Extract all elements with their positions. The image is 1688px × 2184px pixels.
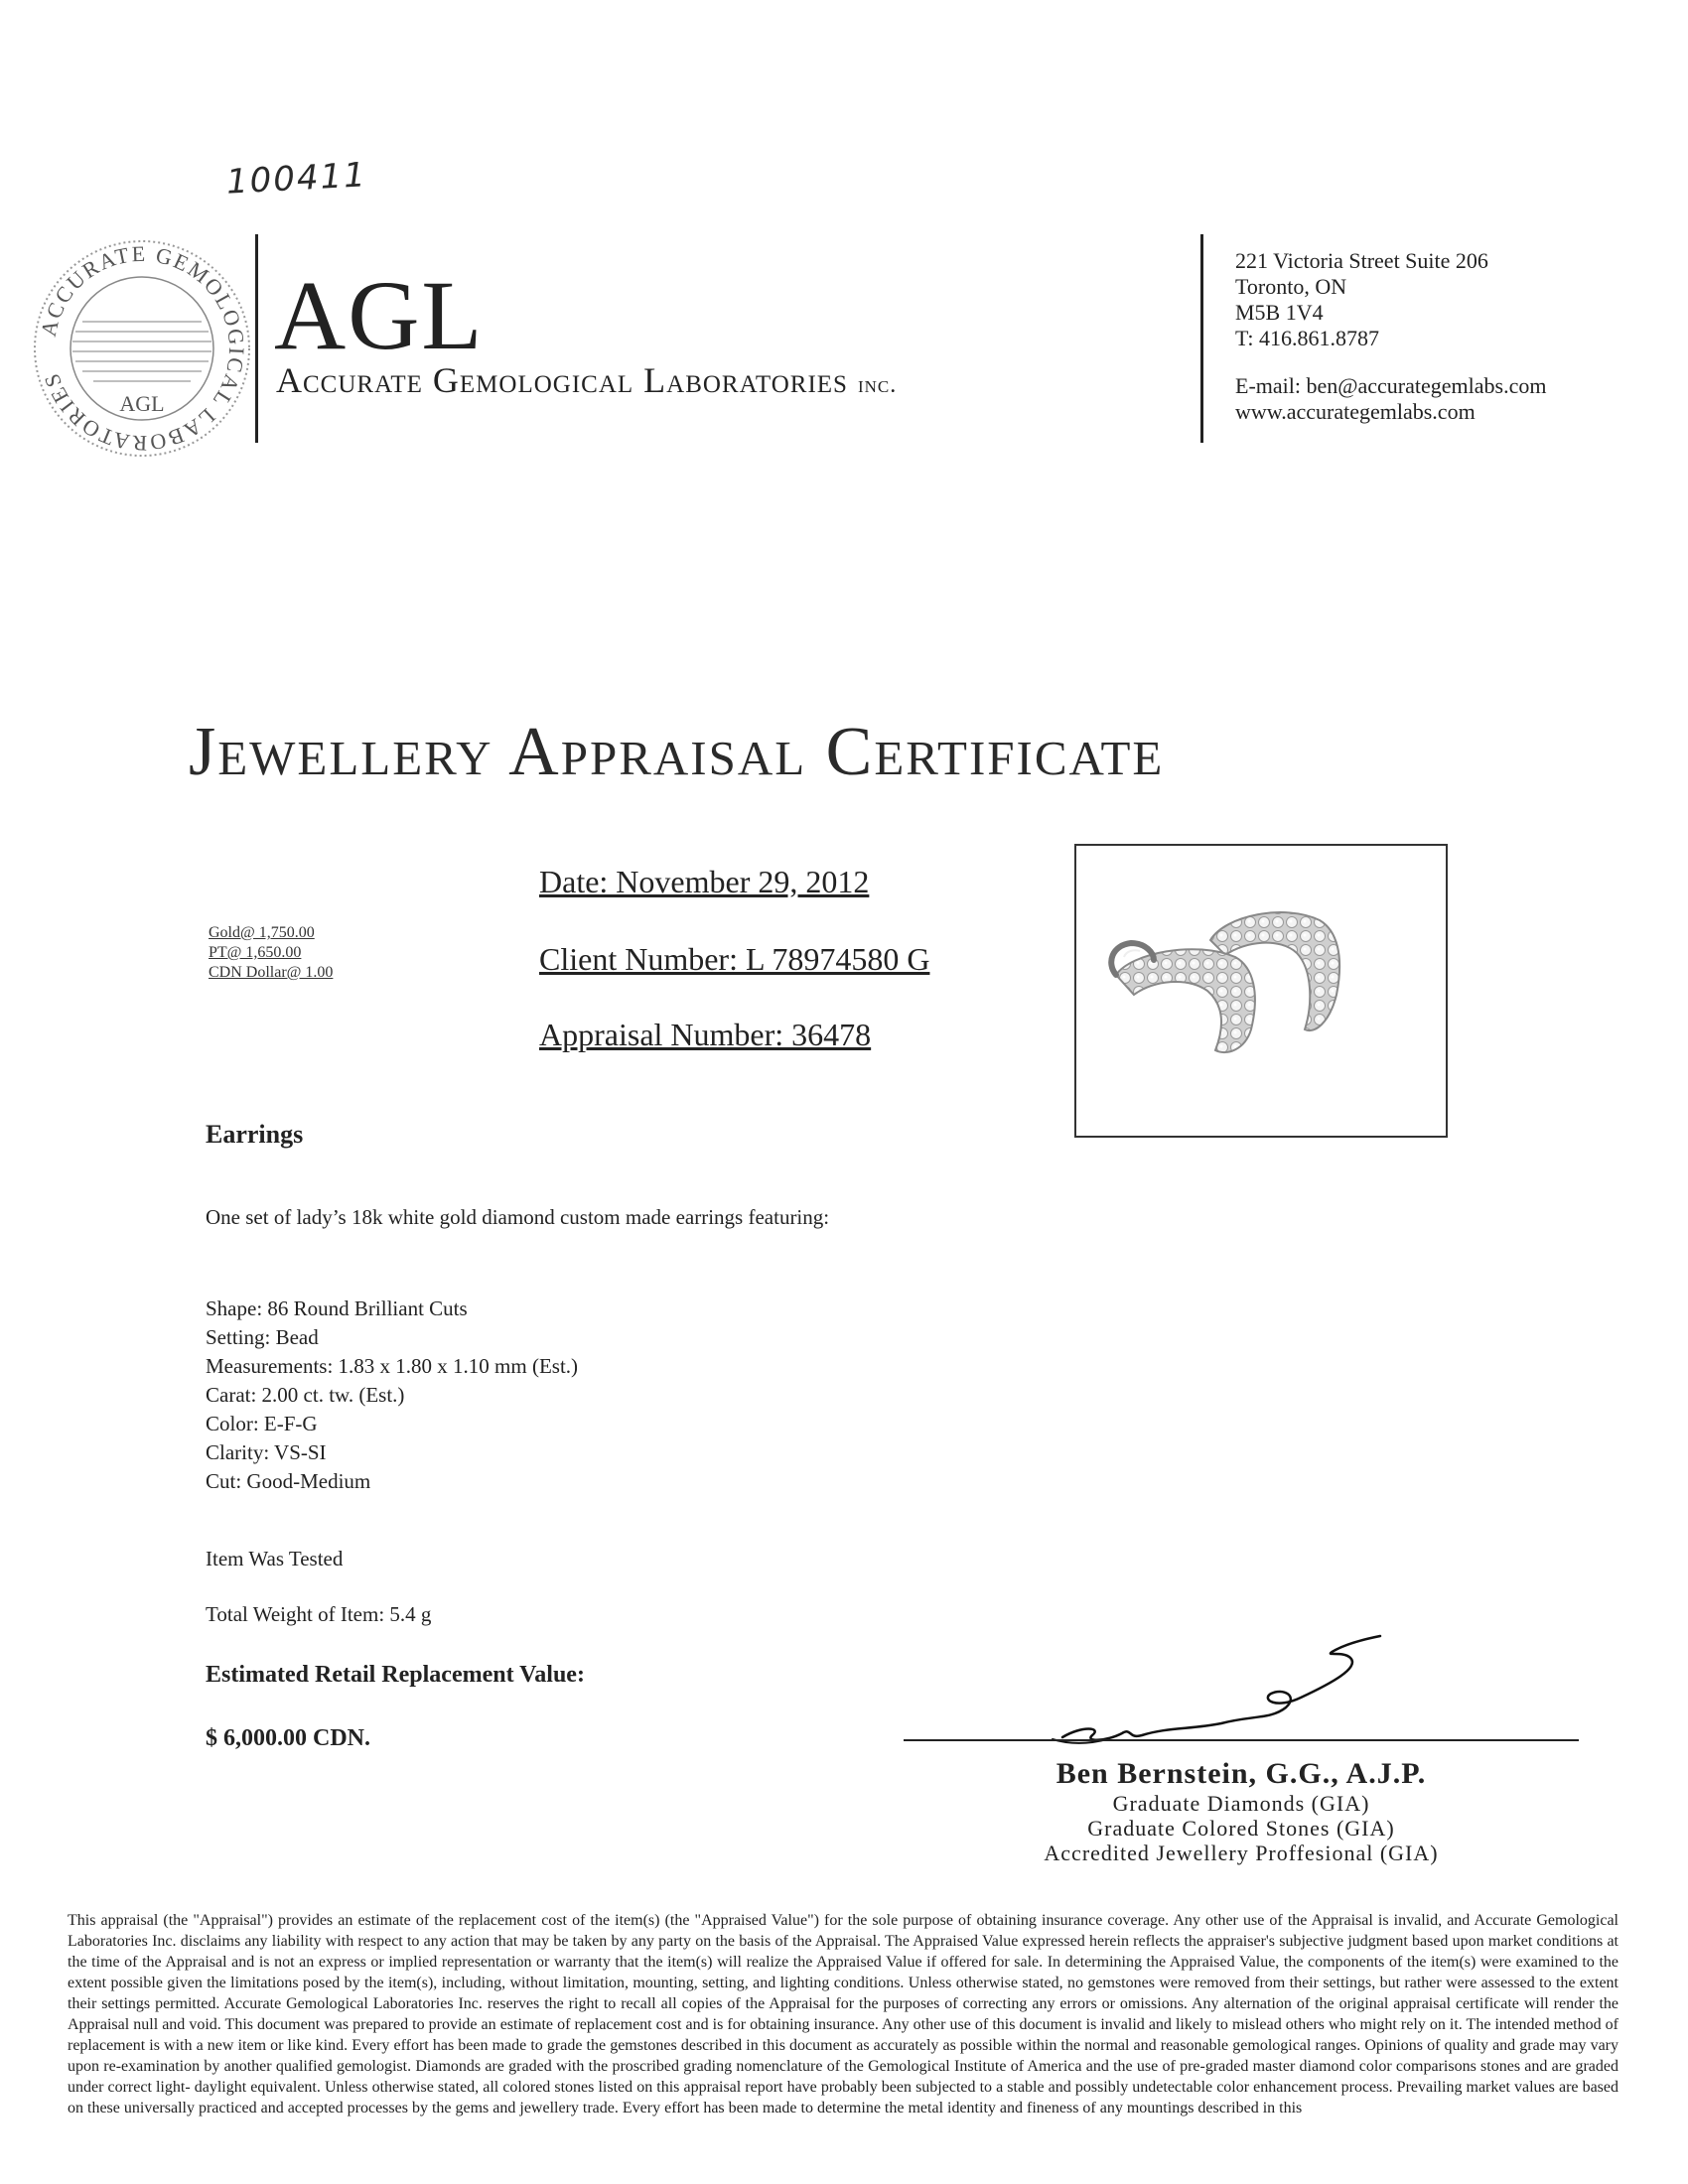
spec-cut: Cut: Good-Medium <box>206 1469 371 1493</box>
svg-text:ACCURATE GEMOLOGICAL LABORATOR <box>36 241 250 456</box>
replacement-value-amount: $ 6,000.00 CDN. <box>206 1725 370 1751</box>
item-category: Earrings <box>206 1120 304 1149</box>
appraiser-credential-colored-stones: Graduate Colored Stones (GIA) <box>1087 1816 1395 1841</box>
address-street: 221 Victoria Street Suite 206 <box>1235 248 1488 273</box>
address-website: www.accurategemlabs.com <box>1235 399 1476 424</box>
company-name-text: Accurate Gemological Laboratories <box>276 360 848 400</box>
address-postal: M5B 1V4 <box>1235 300 1324 325</box>
item-description: One set of lady’s 18k white gold diamond custom made earrings featuring: <box>206 1205 830 1229</box>
spec-carat: Carat: 2.00 ct. tw. (Est.) <box>206 1383 405 1407</box>
agl-seal-logo <box>28 234 256 463</box>
spec-clarity: Clarity: VS-SI <box>206 1440 327 1464</box>
seal-center-text: AGL <box>119 391 165 416</box>
spec-measurements: Measurements: 1.83 x 1.80 x 1.10 mm (Est.) <box>206 1354 579 1378</box>
appraiser-block <box>904 1757 1579 1865</box>
handwritten-reference-number: 100411 <box>225 155 368 203</box>
appraiser-name: Ben Bernstein, G.G., A.J.P. <box>1055 1757 1427 1790</box>
metal-rate-cdn: CDN Dollar@ 1.00 <box>209 964 334 981</box>
appraiser-credential-diamonds: Graduate Diamonds (GIA) <box>1112 1791 1370 1816</box>
signature-line <box>904 1739 1579 1741</box>
spec-color: Color: E-F-G <box>206 1412 318 1435</box>
certificate-title: Jewellery Appraisal Certificate <box>189 714 1165 790</box>
spec-setting: Setting: Bead <box>206 1325 319 1349</box>
address-city: Toronto, ON <box>1235 274 1347 299</box>
appraiser-credential-jewellery: Accredited Jewellery Proffesional (GIA) <box>1044 1841 1439 1865</box>
company-suffix: inc. <box>857 372 898 398</box>
earrings-photo <box>1076 846 1446 1136</box>
metal-rate-platinum: PT@ 1,650.00 <box>209 944 302 961</box>
certificate-date: Date: November 29, 2012 <box>539 864 870 899</box>
client-number: Client Number: L 78974580 G <box>539 941 930 977</box>
metal-rates <box>209 923 333 983</box>
header-divider-right <box>1200 234 1203 443</box>
item-specs <box>206 1295 578 1496</box>
seal-ring-text: ACCURATE GEMOLOGICAL LABORATORIES <box>35 240 250 457</box>
header-divider-left <box>255 234 258 443</box>
appraisal-number: Appraisal Number: 36478 <box>539 1017 872 1052</box>
company-mark: AGL <box>274 260 485 370</box>
address-phone: T: 416.861.8787 <box>1235 326 1379 350</box>
metal-rate-gold: Gold@ 1,750.00 <box>209 924 315 941</box>
legal-disclaimer: This appraisal (the "Appraisal") provides an estimate of the replacement cost of the item(s) (the "Appraised Value") for the sole purpose of obtaining insurance coverage. Any other use of the Appraisal is invalid, and Accurate Gemological Laboratories Inc. disclaims any liability with respect to any action that may be taken by any party on the basis of the Appraisal. The Appraised Value expressed herein reflects the appraiser's subjective judgment based upon market conditions at the time of the Appraisal and is not an express or implied representation or warranty that the item(s) will realize the Appraised Value if offered for sale. In determining the Appraised Value, the components of the item(s) were examined to the extent possible given the limitations posed by the item(s), including, without limitation, mounting, setting, and lighting conditions. Unless otherwise stated, no gemstones were removed from their settings, but rather were assessed to the extent their settings permitted. Accurate Gemological Laboratories Inc. reserves the right to recall all copies of the Appraisal for the purposes of correcting any errors or omissions. Any alternation of the original appraisal certificate will render the Appraisal null and void. This document was prepared to provide an estimate of replacement cost and is for obtaining insurance. Any other use of this document is invalid and likely to mislead others who might rely on it. The intended method of replacement is with a new item or like kind. Every effort has been made to grade the gemstones described in this document as accurately as possible within the normal and reasonable gemological ranges. Opinions of quality and grade may vary upon re-examination by another qualified gemologist. Diamonds are graded with the proscribed grading nomenclature of the Gemological Institute of America and the use of pre-graded master diamond color comparisons stones and are graded under correct light- daylight equivalent. Unless otherwise stated, all colored stones listed on this appraisal report have probably been subjected to a stable and possibly undetectable color enhancement process. Prevailing market values are based on these universally practiced and accepted processes by the gems and jewellery trade. Every effort has been made to determine the metal identity and fineness of any mountings described in this <box>68 1912 1618 2116</box>
replacement-value-label: Estimated Retail Replacement Value: <box>206 1662 585 1688</box>
company-address-block <box>1235 248 1546 425</box>
appraiser-signature <box>894 1628 1589 1757</box>
item-tested: Item Was Tested <box>206 1547 344 1570</box>
company-name <box>276 359 897 401</box>
spec-shape: Shape: 86 Round Brilliant Cuts <box>206 1297 468 1320</box>
address-email: E-mail: ben@accurategemlabs.com <box>1235 373 1547 398</box>
item-photo-frame <box>1074 844 1448 1138</box>
item-total-weight: Total Weight of Item: 5.4 g <box>206 1602 432 1626</box>
